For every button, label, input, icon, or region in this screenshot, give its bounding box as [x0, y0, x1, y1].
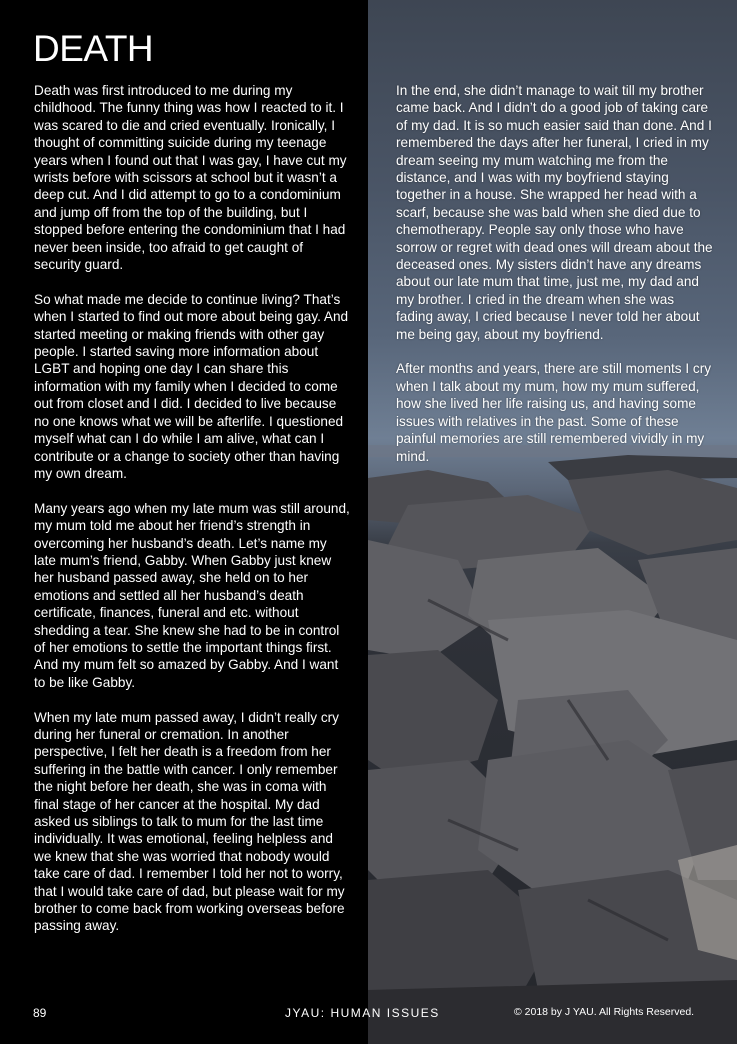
page-number: 89	[33, 1006, 47, 1020]
copyright-notice: © 2018 by J YAU. All Rights Reserved.	[514, 1006, 695, 1018]
page-title: DEATH	[33, 28, 154, 69]
left-text-column	[34, 82, 352, 952]
publication-title: JYAU: HUMAN ISSUES	[285, 1006, 440, 1020]
paragraph: When my late mum passed away, I didn’t really cry during her funeral or cremation. In another perspective, I felt her death is a freedom from her suffering in the battle with cancer. I only remember the night before her death, she was in coma with final stage of her cancer at the hospital. My dad asked us siblings to talk to mum for the last time individually. It was emotional, feeling helpless and we knew that she was worried that nobody would take care of dad. I remember I told her not to worry, that I would take care of dad, but please wait for my brother to come back from working overseas before passing away.	[34, 709, 345, 934]
paragraph: Death was first introduced to me during my childhood. The funny thing was how I reacted to it. I was scared to die and cried eventually. Ironically, I thought of committing suicide during my teenage years when I found out that I was gay, I have cut my wrists before with scissors at school but it wasn’t a deep cut. And I did attempt to go to a condominium and jump off from the top of the building, but I stopped before entering the condominium that I had never been inside, too afraid to get caught of security guard.	[34, 83, 347, 273]
paragraph: After months and years, there are still moments I cry when I talk about my mum, how my mum suffered, how she lived her life raising us, and having some issues with relatives in the past. Some of these painful memories are still remembered vividly in my mind.	[396, 361, 712, 464]
paragraph: Many years ago when my late mum was still around, my mum told me about her friend’s strength in overcoming her husband’s death. Let’s name my late mum’s friend, Gabby. When Gabby just knew her husband passed away, she held on to her emotions and settled all her husband’s death certificate, finances, funeral and etc. without shedding a tear. She knew she had to be in control of her emotions to settle the important things first. And my mum felt so amazed by Gabby. And I want to be like Gabby.	[34, 500, 350, 690]
right-text-column	[396, 82, 714, 482]
paragraph: So what made me decide to continue living? That’s when I started to find out more about being gay. And started meeting or making friends with other gay people. I started saving more information about LGBT and hoping one day I can share this information with my family when I decided to come out from closet and I did. I decided to live because no one knows what we will be afterlife. I questioned myself what can I do while I am alive, what can I contribute or a change to society other than having my own dream.	[34, 291, 349, 481]
paragraph: In the end, she didn’t manage to wait till my brother came back. And I didn’t do a good job of taking care of my dad. It is so much easier said than done. And I remembered the days after her funeral, I cried in my dream seeing my mum watching me from the distance, and I was with my boyfriend staying together in a house. She wrapped her head with a scarf, because she was bald when she died due to chemotherapy. People say only those who have sorrow or regret with dead ones will dream about the deceased ones. My sisters didn’t have any dreams about our late mum that time, just me, my dad and my brother. I cried in the dream when she was fading away, I cried because I never told her about me being gay, about my boyfriend.	[396, 83, 713, 342]
